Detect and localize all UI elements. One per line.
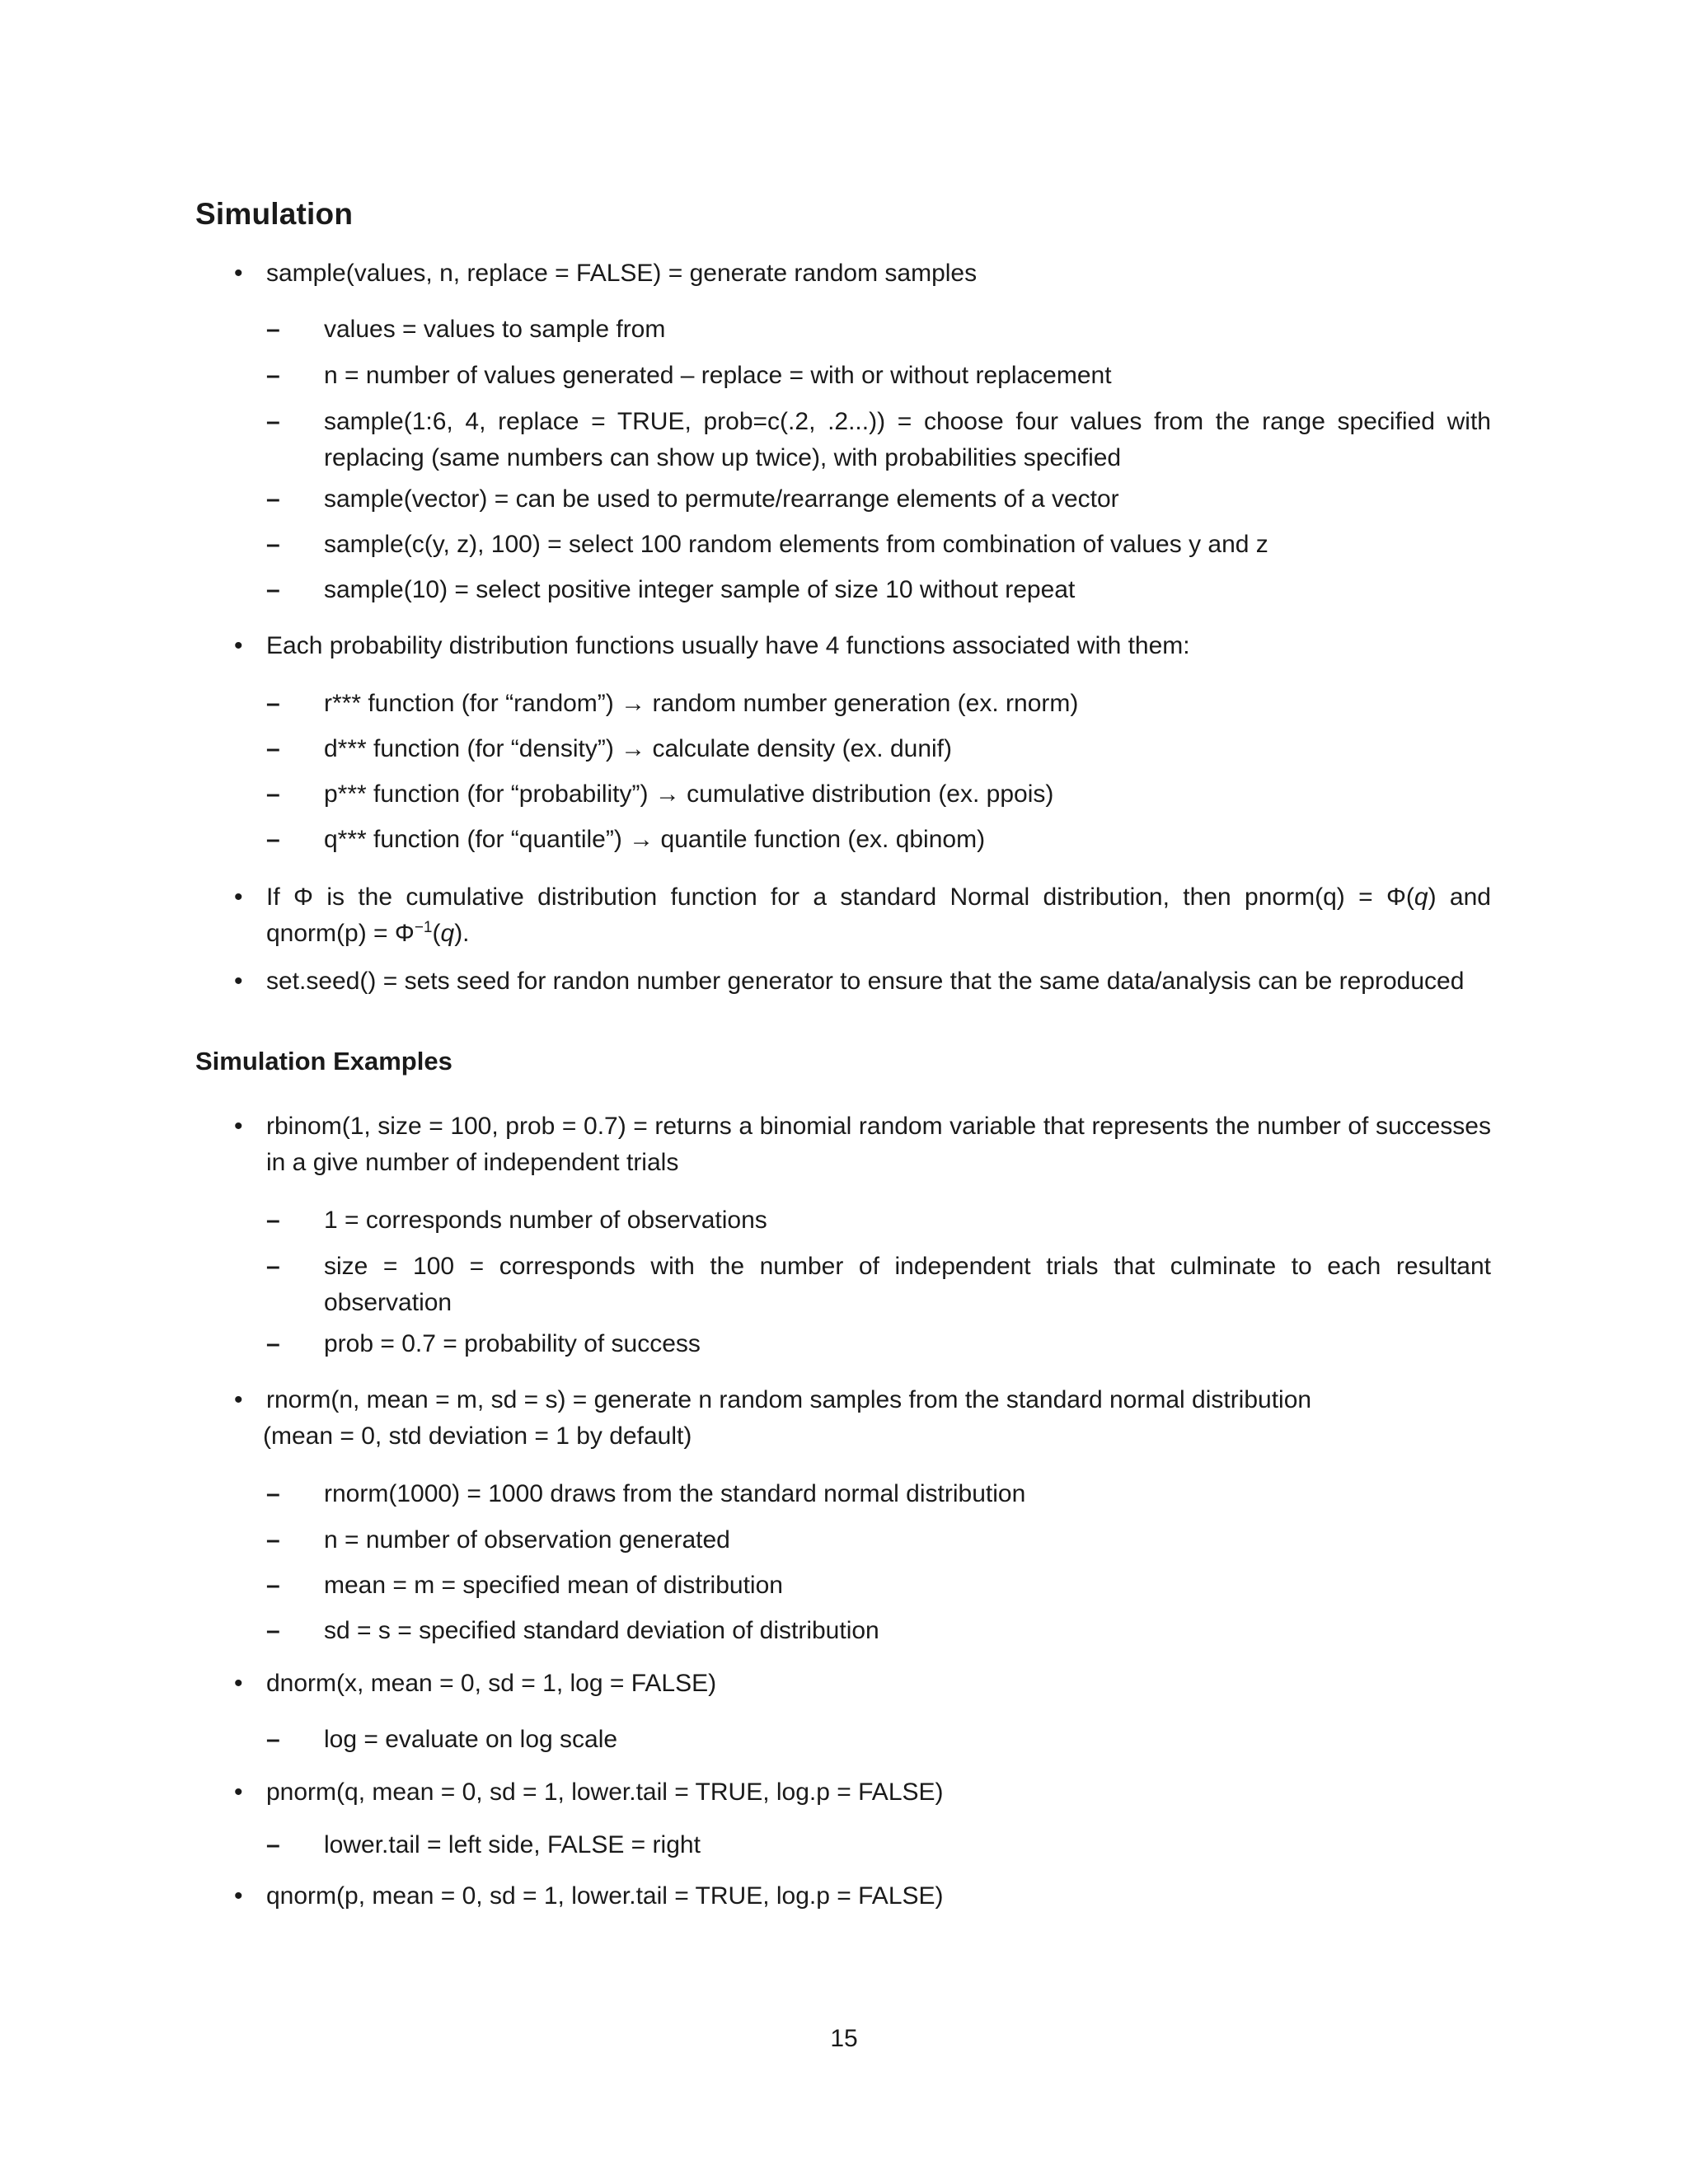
sub-item-text: 1 = corresponds number of observations — [324, 1206, 767, 1234]
bullet-text: rnorm(n, mean = m, sd = s) = generate n random samples from the standard normal distribution — [266, 1385, 1312, 1413]
dash-glyph: – — [266, 408, 280, 436]
sub-item — [266, 1249, 1491, 1321]
page-number: 15 — [830, 2025, 858, 2052]
bullet-qnorm — [195, 1878, 1491, 1915]
simulation-bullet-list — [195, 255, 1491, 1000]
rbinom-sub-list — [266, 1202, 1491, 1362]
bullet-set-seed — [195, 963, 1491, 1000]
bullet-glyph: • — [234, 1778, 243, 1806]
sub-item — [266, 1722, 1491, 1758]
dnorm-sub-list — [266, 1722, 1491, 1758]
sub-item-text: sample(1:6, 4, replace = TRUE, prob=c(.2, .2...)) = choose four values from the range specified with replacing (same numbers can show up twice), with probabilities specified — [324, 408, 1491, 472]
bullet-glyph: • — [234, 1669, 243, 1697]
section-heading-simulation-examples: Simulation Examples — [195, 1047, 452, 1076]
bullet-sample — [195, 255, 1491, 608]
examples-bullet-list — [195, 1108, 1491, 1915]
bullet-each-probability — [195, 628, 1491, 858]
dash-glyph: – — [266, 1329, 280, 1357]
dash-glyph: – — [266, 1252, 280, 1280]
dash-glyph: – — [266, 1616, 280, 1644]
dash-glyph: – — [266, 826, 280, 854]
bullet-text: qnorm(p, mean = 0, sd = 1, lower.tail = TRUE, log.p = FALSE) — [266, 1882, 944, 1910]
bullet-glyph: • — [234, 968, 243, 996]
dash-glyph: – — [266, 316, 280, 344]
sub-item — [266, 686, 1491, 722]
sub-item — [266, 1522, 1491, 1558]
bullet-glyph: • — [234, 632, 243, 660]
phi-q: q — [440, 920, 455, 948]
sub-item — [266, 404, 1491, 476]
dash-glyph: – — [266, 735, 280, 763]
sub-item — [266, 1827, 1491, 1863]
sub-item — [266, 822, 1491, 858]
phi-superscript: −1 — [414, 919, 433, 937]
bullet-text-line2: (mean = 0, std deviation = 1 by default) — [263, 1422, 692, 1450]
bullet-phi — [195, 879, 1491, 952]
bullet-pnorm — [195, 1774, 1491, 1863]
dash-glyph: – — [266, 1526, 280, 1554]
dash-glyph: – — [266, 1830, 280, 1858]
each-sub-list — [266, 686, 1491, 858]
sub-item-text: sample(c(y, z), 100) = select 100 random elements from combination of values y and z — [324, 531, 1268, 559]
phi-text-a: If Φ is the cumulative distribution function for a standard Normal distribution, then pnorm(q) = Φ( — [266, 883, 1414, 912]
sub-item-text: size = 100 = corresponds with the number of independent trials that culminate to each resultant observation — [324, 1252, 1491, 1316]
bullet-glyph: • — [234, 1385, 243, 1413]
bullet-glyph: • — [234, 1882, 243, 1910]
sub-item — [266, 358, 1491, 394]
sub-item-text: rnorm(1000) = 1000 draws from the standard normal distribution — [324, 1479, 1026, 1507]
sub-item — [266, 1568, 1491, 1604]
dash-glyph: – — [266, 1479, 280, 1507]
dash-glyph: – — [266, 576, 280, 604]
sub-item — [266, 481, 1491, 518]
sub-item-text: prob = 0.7 = probability of success — [324, 1329, 701, 1357]
phi-text-c: ( — [432, 920, 441, 948]
bullet-text: sample(values, n, replace = FALSE) = generate random samples — [266, 260, 978, 288]
bullet-text: dnorm(x, mean = 0, sd = 1, log = FALSE) — [266, 1669, 717, 1697]
phi-text-d: ). — [454, 920, 470, 948]
bullet-text: Each probability distribution functions usually have 4 functions associated with them: — [266, 632, 1190, 660]
sub-item-text: lower.tail = left side, FALSE = right — [324, 1830, 701, 1858]
sample-sub-list — [266, 312, 1491, 608]
sub-item-text: log = evaluate on log scale — [324, 1725, 618, 1753]
bullet-glyph: • — [234, 260, 243, 288]
rnorm-sub-list — [266, 1476, 1491, 1649]
section-heading-simulation: Simulation — [195, 197, 354, 231]
sub-item — [266, 1476, 1491, 1512]
sub-item-text: sd = s = specified standard deviation of distribution — [324, 1616, 879, 1644]
sub-item — [266, 776, 1491, 813]
bullet-text: set.seed() = sets seed for randon number generator to ensure that the same data/analysis can be reproduced — [266, 968, 1465, 996]
sub-item — [266, 572, 1491, 608]
dash-glyph: – — [266, 485, 280, 513]
sub-item — [266, 312, 1491, 348]
sub-item-text: values = values to sample from — [324, 316, 666, 344]
sub-item-text: n = number of observation generated — [324, 1526, 730, 1554]
dash-glyph: – — [266, 1725, 280, 1753]
bullet-text: rbinom(1, size = 100, prob = 0.7) = returns a binomial random variable that represents the number of successes in a give number of independent trials — [266, 1112, 1491, 1176]
bullet-text: pnorm(q, mean = 0, sd = 1, lower.tail = TRUE, log.p = FALSE) — [266, 1778, 944, 1806]
bullet-glyph: • — [234, 883, 243, 912]
pnorm-sub-list — [266, 1827, 1491, 1863]
dash-glyph: – — [266, 690, 280, 718]
sub-item — [266, 1613, 1491, 1649]
phi-q: q — [1414, 883, 1428, 912]
sub-item-text: sample(10) = select positive integer sample of size 10 without repeat — [324, 576, 1076, 604]
sub-item-text: q*** function (for “quantile”) → quantile function (ex. qbinom) — [324, 826, 986, 854]
dash-glyph: – — [266, 362, 280, 390]
dash-glyph: – — [266, 1206, 280, 1234]
sub-item-text: n = number of values generated – replace = with or without replacement — [324, 362, 1112, 390]
dash-glyph: – — [266, 531, 280, 559]
bullet-dnorm — [195, 1666, 1491, 1758]
dash-glyph: – — [266, 1571, 280, 1599]
sub-item-text: sample(vector) = can be used to permute/rearrange elements of a vector — [324, 485, 1119, 513]
page-content — [195, 196, 1491, 1915]
sub-item-text: p*** function (for “probability”) → cumulative distribution (ex. ppois) — [324, 780, 1054, 808]
bullet-rnorm — [195, 1382, 1491, 1649]
dash-glyph: – — [266, 780, 280, 808]
sub-item — [266, 1326, 1491, 1362]
sub-item — [266, 527, 1491, 563]
sub-item — [266, 731, 1491, 767]
sub-item-text: mean = m = specified mean of distribution — [324, 1571, 783, 1599]
phi-text-b: ) and qnorm(p) = Φ — [266, 883, 1491, 948]
sub-item-text: r*** function (for “random”) → random number generation (ex. rnorm) — [324, 690, 1079, 718]
bullet-rbinom — [195, 1108, 1491, 1362]
sub-item — [266, 1202, 1491, 1239]
bullet-glyph: • — [234, 1112, 243, 1140]
sub-item-text: d*** function (for “density”) → calculate density (ex. dunif) — [324, 735, 952, 763]
